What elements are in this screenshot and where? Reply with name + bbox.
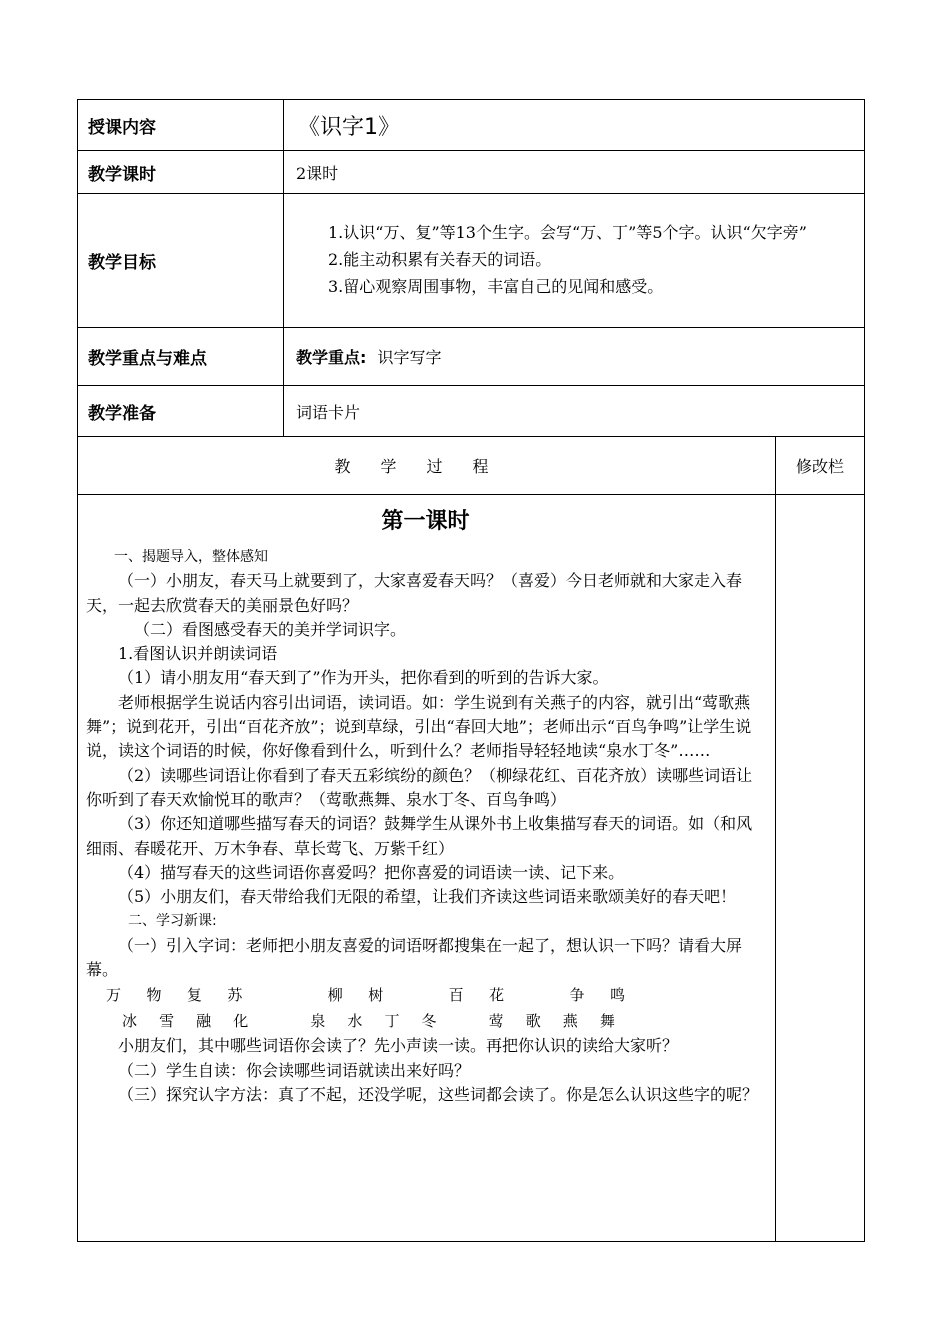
paragraph: 小朋友们，其中哪些词语你会读了？先小声读一读。再把你认识的读给大家听？ [118, 1036, 679, 1056]
content-row [78, 100, 865, 151]
section-heading: 一、揭题导入，整体感知 [114, 549, 268, 565]
word-char: 水 [347, 1012, 363, 1031]
word-char: 冬 [421, 1012, 437, 1031]
goals-row [78, 194, 865, 328]
lesson-plan-table [77, 99, 865, 1242]
paragraph: （三）探究认字方法：真了不起，还没学呢，这些词都会读了。你是怎么认识这些字的呢？ [118, 1084, 759, 1104]
goal-item: 1.认识“万、复”等13个生字。会写“万、丁”等5个字。认识“欠字旁” [328, 223, 807, 242]
word-char: 鸣 [609, 986, 625, 1005]
hours-value: 2课时 [284, 151, 865, 194]
word-char: 泉 [310, 1012, 326, 1031]
content-label: 授课内容 [78, 100, 284, 151]
word-char: 融 [196, 1012, 212, 1031]
prep-value: 词语卡片 [284, 386, 865, 437]
word-row-1 [86, 982, 765, 1008]
process-header-row [78, 437, 865, 495]
word-char: 舞 [599, 1012, 615, 1031]
focus-cell [284, 328, 865, 386]
paragraph: （4）描写春天的这些词语你喜爱吗？把你喜爱的词语读一读、记下来。 [118, 862, 625, 882]
content-value: 《识字1》 [284, 100, 865, 151]
goal-item: 2.能主动积累有关春天的词语。 [328, 250, 552, 269]
word-char: 雪 [159, 1012, 175, 1031]
focus-value: 识字写字 [377, 348, 442, 367]
word-char: 柳 [327, 986, 343, 1005]
word-char: 莺 [488, 1012, 504, 1031]
paragraph: 老师根据学生说话内容引出词语，读词语。如：学生说到有关燕子的内容，就引出“莺歌燕舞”；说到花开，引出“百花齐放”；说到草绿，引出“春回大地”；老师出示“百鸟争鸣”让学生说说，读这个词语的时候，你好像看到什么，听到什么？老师指导轻轻地读“泉水丁冬”…… [86, 692, 752, 761]
paragraph: 1.看图认识并朗读词语 [118, 644, 278, 664]
prep-row [78, 386, 865, 437]
paragraph: （3）你还知道哪些描写春天的词语？鼓舞学生从课外书上收集描写春天的词语。如（和风细雨、春暖花开、万木争春、草长莺飞、万紫千红） [86, 814, 753, 858]
lesson-body-row [78, 495, 865, 1242]
goals-label: 教学目标 [78, 194, 284, 328]
word-char: 百 [448, 986, 464, 1005]
word-char: 丁 [384, 1012, 400, 1031]
goals-list [284, 194, 865, 328]
paragraph: （一）引入字词：老师把小朋友喜爱的词语呀都搜集在一起了，想认识一下吗？请看大屏幕。 [86, 935, 743, 980]
goal-item: 3.留心观察周围事物，丰富自己的见闻和感受。 [328, 277, 664, 296]
hours-label: 教学课时 [78, 151, 284, 194]
paragraph: （5）小朋友们，春天带给我们无限的希望，让我们齐读这些词语来歌颂美好的春天吧！ [118, 887, 737, 907]
process-title: 教学过程 [78, 437, 776, 495]
word-char: 苏 [227, 986, 243, 1005]
word-row-2 [86, 1008, 765, 1034]
word-char: 树 [368, 986, 384, 1005]
focus-key: 教学重点: [296, 348, 367, 367]
hours-row [78, 151, 865, 194]
word-char: 争 [569, 986, 585, 1005]
word-char: 燕 [562, 1012, 578, 1031]
paragraph: （二）看图感受春天的美并学词识字。 [134, 619, 407, 639]
word-char: 歌 [525, 1012, 541, 1031]
paragraph: （2）读哪些词语让你看到了春天五彩缤纷的颜色？（柳绿花红、百花齐放）读哪些词语让你听到了春天欢愉悦耳的歌声？（莺歌燕舞、泉水丁冬、百鸟争鸣） [86, 765, 753, 809]
lesson-title: 第一课时 [381, 509, 470, 534]
word-char: 花 [489, 986, 505, 1005]
revision-label: 修改栏 [776, 437, 865, 495]
prep-label: 教学准备 [78, 386, 284, 437]
word-char: 万 [106, 986, 122, 1005]
lesson-body [78, 495, 776, 1242]
word-char: 复 [186, 986, 202, 1005]
word-char: 物 [146, 986, 162, 1005]
focus-label: 教学重点与难点 [78, 328, 284, 386]
paragraph: （二）学生自读：你会读哪些词语就读出来好吗？ [118, 1060, 471, 1080]
word-char: 冰 [122, 1012, 138, 1031]
focus-row [78, 328, 865, 386]
paragraph: （1）请小朋友用“春天到了”作为开头，把你看到的听到的告诉大家。 [118, 668, 609, 688]
revision-column [776, 495, 865, 1242]
paragraph: （一）小朋友，春天马上就要到了，大家喜爱春天吗？（喜爱）今日老师就和大家走入春天，一起去欣赏春天的美丽景色好吗？ [86, 571, 743, 615]
word-char: 化 [233, 1012, 249, 1031]
section-heading: 二、学习新课: [128, 913, 217, 930]
